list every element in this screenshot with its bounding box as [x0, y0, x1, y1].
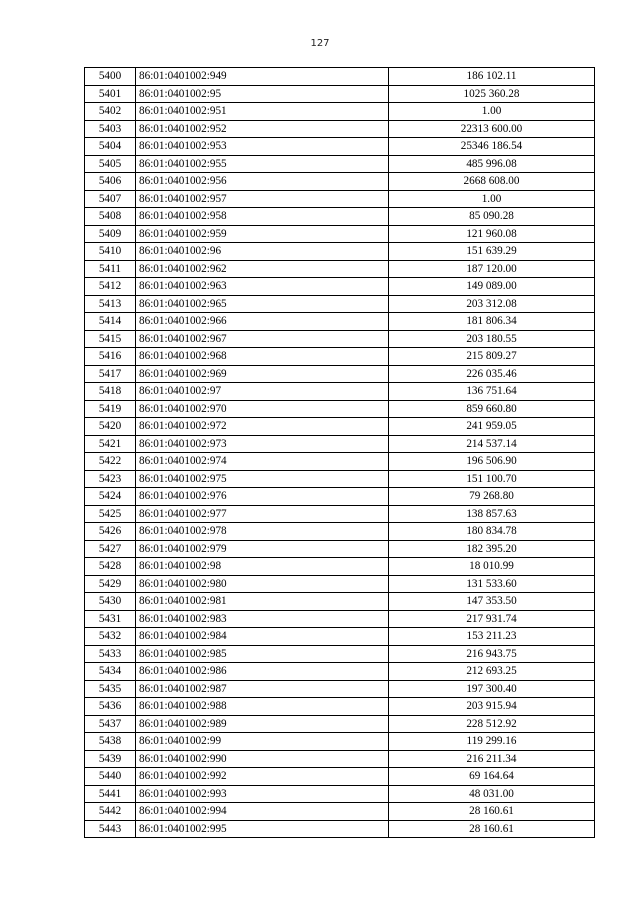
table-row — [85, 470, 595, 488]
row-number-cell: 5403 — [85, 120, 136, 138]
table-row — [85, 540, 595, 558]
cadastral-number-cell: 86:01:0401002:990 — [136, 750, 389, 768]
cadastral-number-cell: 86:01:0401002:985 — [136, 645, 389, 663]
table-row — [85, 505, 595, 523]
cadastral-number-cell: 86:01:0401002:970 — [136, 400, 389, 418]
cadastral-number-cell: 86:01:0401002:993 — [136, 785, 389, 803]
table-row — [85, 190, 595, 208]
row-number-cell: 5413 — [85, 295, 136, 313]
table-row — [85, 278, 595, 296]
table-row — [85, 313, 595, 331]
row-number-cell: 5416 — [85, 348, 136, 366]
cadastral-value-cell: 1.00 — [389, 190, 595, 208]
cadastral-number-cell: 86:01:0401002:967 — [136, 330, 389, 348]
cadastral-number-cell: 86:01:0401002:974 — [136, 453, 389, 471]
cadastral-value-cell: 131 533.60 — [389, 575, 595, 593]
table-row — [85, 435, 595, 453]
cadastral-value-cell: 203 915.94 — [389, 698, 595, 716]
page-number: 127 — [310, 38, 330, 49]
row-number-cell: 5404 — [85, 138, 136, 156]
row-number-cell: 5431 — [85, 610, 136, 628]
cadastral-value-cell: 153 211.23 — [389, 628, 595, 646]
row-number-cell: 5409 — [85, 225, 136, 243]
cadastral-value-cell: 28 160.61 — [389, 803, 595, 821]
row-number-cell: 5407 — [85, 190, 136, 208]
cadastral-number-cell: 86:01:0401002:952 — [136, 120, 389, 138]
table-row — [85, 715, 595, 733]
cadastral-number-cell: 86:01:0401002:962 — [136, 260, 389, 278]
cadastral-value-cell: 485 996.08 — [389, 155, 595, 173]
cadastral-number-cell: 86:01:0401002:981 — [136, 593, 389, 611]
row-number-cell: 5443 — [85, 820, 136, 838]
row-number-cell: 5439 — [85, 750, 136, 768]
cadastral-value-cell: 182 395.20 — [389, 540, 595, 558]
table-row — [85, 768, 595, 786]
table-row — [85, 488, 595, 506]
cadastral-number-cell: 86:01:0401002:976 — [136, 488, 389, 506]
table-row — [85, 593, 595, 611]
row-number-cell: 5429 — [85, 575, 136, 593]
table-row — [85, 803, 595, 821]
row-number-cell: 5419 — [85, 400, 136, 418]
cadastral-value-cell: 25346 186.54 — [389, 138, 595, 156]
row-number-cell: 5402 — [85, 103, 136, 121]
row-number-cell: 5441 — [85, 785, 136, 803]
cadastral-value-cell: 69 164.64 — [389, 768, 595, 786]
cadastral-number-cell: 86:01:0401002:977 — [136, 505, 389, 523]
row-number-cell: 5400 — [85, 68, 136, 86]
cadastral-value-cell: 181 806.34 — [389, 313, 595, 331]
cadastral-value-cell: 18 010.99 — [389, 558, 595, 576]
cadastral-number-cell: 86:01:0401002:97 — [136, 383, 389, 401]
table-row — [85, 173, 595, 191]
cadastral-number-cell: 86:01:0401002:994 — [136, 803, 389, 821]
cadastral-value-cell: 215 809.27 — [389, 348, 595, 366]
table-row — [85, 85, 595, 103]
row-number-cell: 5422 — [85, 453, 136, 471]
table-row — [85, 120, 595, 138]
cadastral-value-cell: 226 035.46 — [389, 365, 595, 383]
cadastral-number-cell: 86:01:0401002:951 — [136, 103, 389, 121]
row-number-cell: 5432 — [85, 628, 136, 646]
row-number-cell: 5420 — [85, 418, 136, 436]
cadastral-value-cell: 22313 600.00 — [389, 120, 595, 138]
cadastral-value-cell: 196 506.90 — [389, 453, 595, 471]
table-row — [85, 523, 595, 541]
cadastral-number-cell: 86:01:0401002:987 — [136, 680, 389, 698]
cadastral-number-cell: 86:01:0401002:984 — [136, 628, 389, 646]
cadastral-value-cell: 212 693.25 — [389, 663, 595, 681]
row-number-cell: 5408 — [85, 208, 136, 226]
cadastral-value-cell: 149 089.00 — [389, 278, 595, 296]
cadastral-value-cell: 1025 360.28 — [389, 85, 595, 103]
row-number-cell: 5430 — [85, 593, 136, 611]
row-number-cell: 5426 — [85, 523, 136, 541]
cadastral-number-cell: 86:01:0401002:983 — [136, 610, 389, 628]
cadastral-value-cell: 119 299.16 — [389, 733, 595, 751]
cadastral-number-cell: 86:01:0401002:989 — [136, 715, 389, 733]
cadastral-value-cell: 241 959.05 — [389, 418, 595, 436]
cadastral-number-cell: 86:01:0401002:963 — [136, 278, 389, 296]
cadastral-number-cell: 86:01:0401002:965 — [136, 295, 389, 313]
row-number-cell: 5411 — [85, 260, 136, 278]
table-row — [85, 225, 595, 243]
cadastral-number-cell: 86:01:0401002:969 — [136, 365, 389, 383]
cadastral-value-cell: 216 943.75 — [389, 645, 595, 663]
table-row — [85, 155, 595, 173]
table-row — [85, 750, 595, 768]
table-row — [85, 208, 595, 226]
table-body — [85, 68, 595, 838]
table-row — [85, 348, 595, 366]
table-row — [85, 680, 595, 698]
row-number-cell: 5401 — [85, 85, 136, 103]
cadastral-value-cell: 187 120.00 — [389, 260, 595, 278]
cadastral-number-cell: 86:01:0401002:98 — [136, 558, 389, 576]
cadastral-number-cell: 86:01:0401002:986 — [136, 663, 389, 681]
cadastral-value-cell: 28 160.61 — [389, 820, 595, 838]
cadastral-number-cell: 86:01:0401002:992 — [136, 768, 389, 786]
row-number-cell: 5428 — [85, 558, 136, 576]
table-row — [85, 243, 595, 261]
row-number-cell: 5424 — [85, 488, 136, 506]
cadastral-value-cell: 217 931.74 — [389, 610, 595, 628]
cadastral-value-cell: 186 102.11 — [389, 68, 595, 86]
cadastral-number-cell: 86:01:0401002:978 — [136, 523, 389, 541]
table-row — [85, 103, 595, 121]
cadastral-value-cell: 180 834.78 — [389, 523, 595, 541]
table-row — [85, 260, 595, 278]
row-number-cell: 5437 — [85, 715, 136, 733]
cadastral-number-cell: 86:01:0401002:966 — [136, 313, 389, 331]
row-number-cell: 5418 — [85, 383, 136, 401]
table-row — [85, 138, 595, 156]
row-number-cell: 5433 — [85, 645, 136, 663]
cadastral-number-cell: 86:01:0401002:988 — [136, 698, 389, 716]
table-row — [85, 645, 595, 663]
row-number-cell: 5415 — [85, 330, 136, 348]
row-number-cell: 5412 — [85, 278, 136, 296]
table-row — [85, 785, 595, 803]
cadastral-value-cell: 48 031.00 — [389, 785, 595, 803]
table-row — [85, 628, 595, 646]
cadastral-number-cell: 86:01:0401002:96 — [136, 243, 389, 261]
table-row — [85, 663, 595, 681]
cadastral-number-cell: 86:01:0401002:99 — [136, 733, 389, 751]
cadastral-number-cell: 86:01:0401002:979 — [136, 540, 389, 558]
cadastral-value-cell: 136 751.64 — [389, 383, 595, 401]
row-number-cell: 5434 — [85, 663, 136, 681]
cadastral-number-cell: 86:01:0401002:972 — [136, 418, 389, 436]
cadastral-number-cell: 86:01:0401002:959 — [136, 225, 389, 243]
cadastral-value-cell: 228 512.92 — [389, 715, 595, 733]
table-row — [85, 295, 595, 313]
cadastral-value-cell: 151 639.29 — [389, 243, 595, 261]
row-number-cell: 5410 — [85, 243, 136, 261]
row-number-cell: 5438 — [85, 733, 136, 751]
cadastral-number-cell: 86:01:0401002:980 — [136, 575, 389, 593]
row-number-cell: 5406 — [85, 173, 136, 191]
cadastral-number-cell: 86:01:0401002:995 — [136, 820, 389, 838]
cadastral-value-cell: 121 960.08 — [389, 225, 595, 243]
cadastral-value-cell: 138 857.63 — [389, 505, 595, 523]
cadastral-value-cell: 151 100.70 — [389, 470, 595, 488]
row-number-cell: 5440 — [85, 768, 136, 786]
cadastral-number-cell: 86:01:0401002:958 — [136, 208, 389, 226]
cadastral-value-cell: 203 312.08 — [389, 295, 595, 313]
row-number-cell: 5436 — [85, 698, 136, 716]
table-row — [85, 365, 595, 383]
row-number-cell: 5423 — [85, 470, 136, 488]
table-row — [85, 698, 595, 716]
cadastral-number-cell: 86:01:0401002:956 — [136, 173, 389, 191]
table-row — [85, 558, 595, 576]
cadastral-value-cell: 79 268.80 — [389, 488, 595, 506]
cadastral-value-cell: 859 660.80 — [389, 400, 595, 418]
cadastral-number-cell: 86:01:0401002:949 — [136, 68, 389, 86]
table-row — [85, 733, 595, 751]
cadastral-number-cell: 86:01:0401002:95 — [136, 85, 389, 103]
row-number-cell: 5417 — [85, 365, 136, 383]
cadastral-value-cell: 197 300.40 — [389, 680, 595, 698]
cadastral-number-cell: 86:01:0401002:975 — [136, 470, 389, 488]
cadastral-number-cell: 86:01:0401002:953 — [136, 138, 389, 156]
table-row — [85, 400, 595, 418]
row-number-cell: 5405 — [85, 155, 136, 173]
table-row — [85, 575, 595, 593]
table-row — [85, 68, 595, 86]
row-number-cell: 5425 — [85, 505, 136, 523]
table-row — [85, 330, 595, 348]
cadastral-number-cell: 86:01:0401002:973 — [136, 435, 389, 453]
row-number-cell: 5442 — [85, 803, 136, 821]
cadastral-value-cell: 203 180.55 — [389, 330, 595, 348]
cadastral-number-cell: 86:01:0401002:955 — [136, 155, 389, 173]
table-row — [85, 418, 595, 436]
cadastral-value-cell: 85 090.28 — [389, 208, 595, 226]
row-number-cell: 5435 — [85, 680, 136, 698]
cadastral-number-cell: 86:01:0401002:957 — [136, 190, 389, 208]
cadastral-value-cell: 216 211.34 — [389, 750, 595, 768]
table-row — [85, 820, 595, 838]
cadastral-value-cell: 2668 608.00 — [389, 173, 595, 191]
cadastral-value-cell: 147 353.50 — [389, 593, 595, 611]
table-row — [85, 383, 595, 401]
cadastral-value-cell: 214 537.14 — [389, 435, 595, 453]
cadastral-number-cell: 86:01:0401002:968 — [136, 348, 389, 366]
cadastral-value-table — [84, 67, 595, 838]
row-number-cell: 5427 — [85, 540, 136, 558]
row-number-cell: 5414 — [85, 313, 136, 331]
row-number-cell: 5421 — [85, 435, 136, 453]
table-row — [85, 610, 595, 628]
cadastral-value-cell: 1.00 — [389, 103, 595, 121]
table-row — [85, 453, 595, 471]
